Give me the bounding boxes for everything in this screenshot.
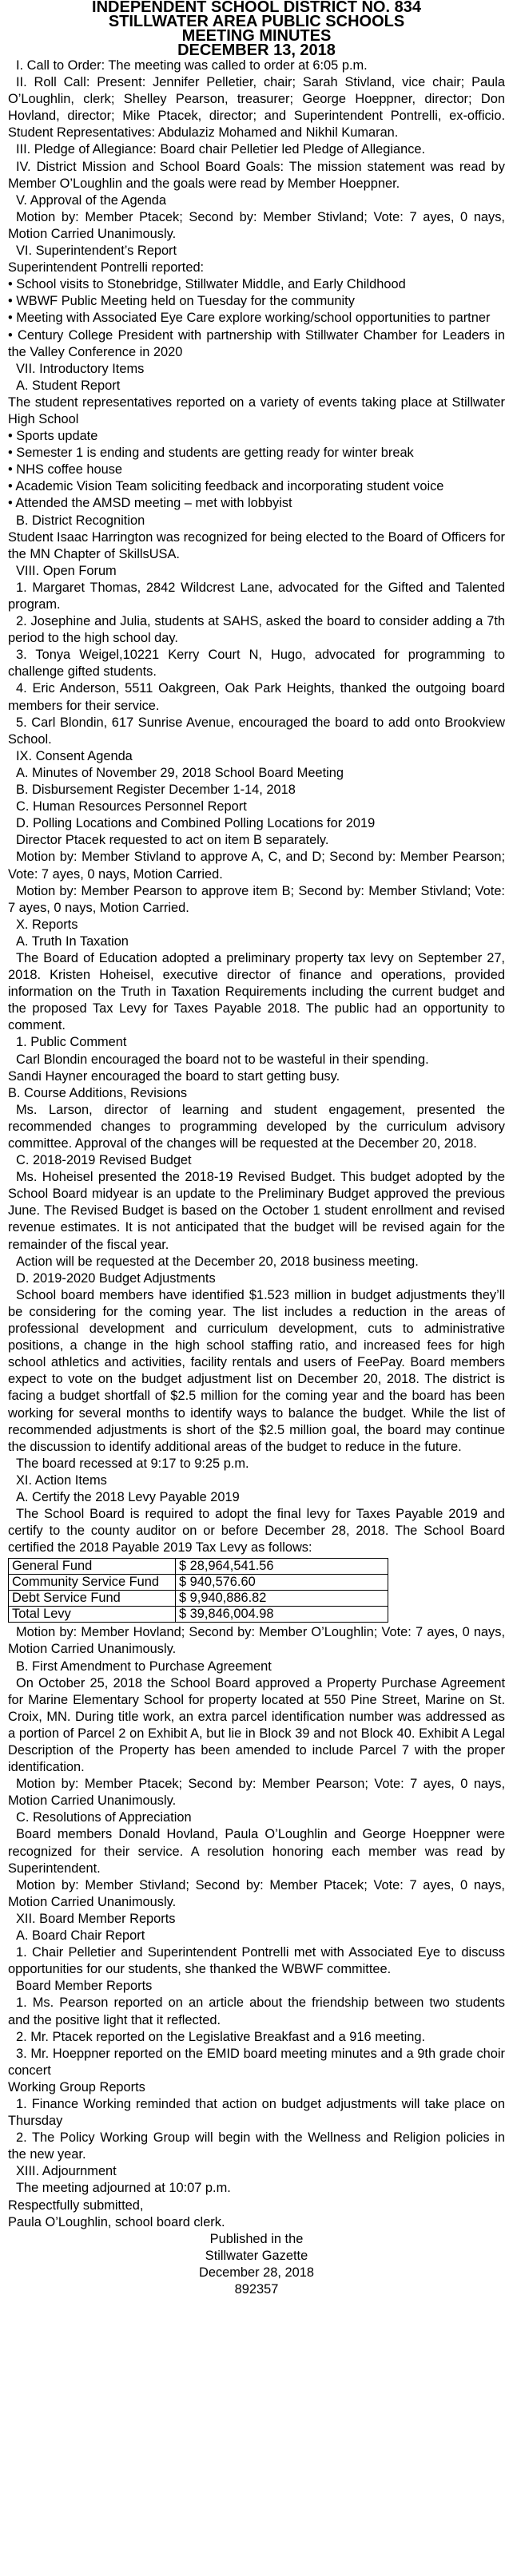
paragraph: A. Certify the 2018 Levy Payable 2019: [16, 1489, 240, 1504]
paragraph: 2. The Policy Working Group will begin with the Wellness and Religion policies in the new year.: [8, 2130, 505, 2162]
paragraph: Board Member Reports: [16, 1979, 153, 1994]
paragraph: D. 2019-2020 Budget Adjustments: [16, 1270, 216, 1286]
paragraph: On October 25, 2018 the School Board approved a Property Purchase Agreement for Marine Elementary School for property located at 550 Pine Street, Marine on St. Croix, MN. During title work, an extra parcel identification number was addressed as a portion of Parcel 2 on Exhibit A, but lie in Block 39 and not Block 40. Exhibit A Legal Description of the Property has been amended to include Parcel 7 with the proper identification.: [8, 1675, 505, 1775]
paragraph: 5. Carl Blondin, 617 Sunrise Avenue, encouraged the board to add onto Brookview School.: [8, 715, 505, 747]
levy-value: $ 39,846,004.98: [176, 1607, 388, 1623]
document-title: MEETING MINUTES: [181, 27, 332, 45]
paragraph: VI. Superintendent’s Report: [16, 244, 177, 259]
paragraph: Motion by: Member Ptacek; Second by: Member Stivland; Vote: 7 ayes, 0 nays, Motion Carried Unanimously.: [8, 209, 505, 241]
paragraph: Student Isaac Harrington was recognized for being elected to the Board of Officers for the MN Chapter of SkillsUSA.: [8, 529, 505, 561]
minutes-body-continued: [8, 1624, 505, 2230]
paragraph: 2. Josephine and Julia, students at SAHS, asked the board to consider adding a 7th period to the high school day.: [8, 614, 505, 646]
paragraph: Superintendent Pontrelli reported:: [8, 260, 205, 275]
footer-line: December 28, 2018: [199, 2265, 314, 2280]
levy-value: $ 940,576.60: [176, 1575, 388, 1591]
paragraph: Motion by: Member Ptacek; Second by: Member Pearson; Vote: 7 ayes, 0 nays, Motion Carried Unanimously.: [8, 1777, 505, 1809]
paragraph: Board members Donald Hovland, Paula O’Loughlin and George Hoeppner were recognized for their service. A resolution honoring each member was read by Superintendent.: [8, 1827, 505, 1876]
paragraph: D. Polling Locations and Combined Polling Locations for 2019: [16, 816, 376, 831]
paragraph: A. Board Chair Report: [16, 1928, 145, 1944]
paragraph: B. Disbursement Register December 1-14, 2018: [16, 783, 296, 798]
district-name: INDEPENDENT SCHOOL DISTRICT NO. 834: [92, 0, 421, 16]
signature-line: Paula O’Loughlin, school board clerk.: [8, 2214, 225, 2229]
notice-header: [8, 0, 505, 57]
footer-line: Stillwater Gazette: [205, 2248, 308, 2263]
paragraph: 4. Eric Anderson, 5511 Oakgreen, Oak Park Heights, thanked the outgoing board members for their service.: [8, 681, 505, 713]
paragraph: B. Course Additions, Revisions: [8, 1085, 188, 1100]
paragraph: The student representatives reported on a variety of events taking place at Stillwater High School: [8, 394, 505, 426]
paragraph: IV. District Mission and School Board Goals: The mission statement was read by Member O’Loughlin and the goals were read by Member Hoeppner.: [8, 159, 505, 191]
bullet-item: • NHS coffee house: [8, 462, 123, 478]
paragraph: C. Human Resources Personnel Report: [16, 799, 247, 814]
paragraph: Motion by: Member Hovland; Second by: Member O’Loughlin; Vote: 7 ayes, 0 nays, Motion Carried Unanimously.: [8, 1625, 505, 1657]
paragraph: XI. Action Items: [16, 1472, 107, 1488]
footer-line: Published in the: [209, 2231, 304, 2246]
paragraph: A. Truth In Taxation: [16, 933, 129, 949]
paragraph: 1. Finance Working reminded that action on budget adjustments will take place on Thursday: [8, 2096, 505, 2129]
paragraph: A. Student Report: [16, 378, 121, 393]
bullet-item: • School visits to Stonebridge, Stillwater Middle, and Early Childhood: [8, 277, 406, 292]
paragraph: 3. Mr. Hoeppner reported on the EMID board meeting minutes and a 9th grade choir concert: [8, 2046, 505, 2078]
paragraph: I. Call to Order: The meeting was called to order at 6:05 p.m.: [16, 58, 368, 73]
paragraph: XIII. Adjournment: [16, 2164, 117, 2179]
paragraph: Motion by: Member Stivland to approve A, C, and D; Second by: Member Pearson; Vote: 7 ayes, 0 nays, Motion Carried.: [8, 850, 505, 882]
paragraph: Motion by: Member Pearson to approve item B; Second by: Member Stivland; Vote: 7 ayes, 0 nays, Motion Carried.: [8, 883, 505, 915]
footer-line: 892357: [234, 2282, 279, 2297]
table-row: [9, 1607, 388, 1623]
paragraph: Action will be requested at the December 20, 2018 business meeting.: [16, 1254, 419, 1269]
paragraph: C. Resolutions of Appreciation: [16, 1810, 192, 1825]
district-subtitle: STILLWATER AREA PUBLIC SCHOOLS: [108, 13, 405, 30]
bullet-item: • WBWF Public Meeting held on Tuesday for the community: [8, 294, 355, 309]
paragraph: B. District Recognition: [16, 513, 145, 528]
levy-value: $ 9,940,886.82: [176, 1591, 388, 1607]
paragraph: Working Group Reports: [8, 2079, 145, 2094]
paragraph: VIII. Open Forum: [16, 563, 117, 578]
paragraph: 1. Public Comment: [16, 1035, 127, 1050]
paragraph: Carl Blondin encouraged the board not to be wasteful in their spending.: [16, 1052, 429, 1067]
paragraph: 3. Tonya Weigel,10221 Kerry Court N, Hugo, advocated for programming to challenge gifted students.: [8, 648, 505, 680]
paragraph: School board members have identified $1.523 million in budget adjustments they’ll be considering for the coming year. The list includes a reduction in the areas of professional development and curriculum development, cuts to administrative positions, a change in the high school staffing ratio, and increased fees for high school athletics and activities, facility rentals and users of FeePay. Board members expect to vote on the budget adjustment list on December 20, 2018. The district is facing a budget shortfall of $2.5 million for the coming year and the board has been working for several months to identify ways to balance the budget. While the list of recommended adjustments is short of the $2.5 million goal, the board may continue the discussion to identify additional areas of the budget to reduce in the future.: [8, 1287, 505, 1454]
paragraph: The Board of Education adopted a preliminary property tax levy on September 27, 2018. Kristen Hoheisel, executive director of finance and operations, provided information on the Truth in Taxation Requirements including the current budget and the proposed Tax Levy for Taxes Payable 2018. The public had an opportunity to comment.: [8, 950, 505, 1033]
paragraph: The meeting adjourned at 10:07 p.m.: [16, 2181, 231, 2196]
publication-footer: [8, 2231, 505, 2298]
paragraph: A. Minutes of November 29, 2018 School Board Meeting: [16, 765, 344, 780]
table-row: [9, 1559, 388, 1575]
paragraph: II. Roll Call: Present: Jennifer Pelletier, chair; Sarah Stivland, vice chair; Paula O’Loughlin, clerk; Shelley Pearson, treasurer; George Hoeppner, director; Don Hovland, director; Mike Ptacek, director; and Superintendent Pontrelli, ex-officio. Student Representatives: Abdulaziz Mohamed and Nikhil Kumaran.: [8, 75, 505, 141]
paragraph: IX. Consent Agenda: [16, 748, 133, 763]
paragraph: C. 2018-2019 Revised Budget: [16, 1153, 192, 1168]
levy-table: [8, 1558, 388, 1623]
paragraph: Director Ptacek requested to act on item B separately.: [16, 833, 329, 848]
paragraph: The School Board is required to adopt the final levy for Taxes Payable 2019 and certify to the county auditor on or before December 28, 2018. The School Board certified the 2018 Payable 2019 Tax Levy as follows:: [8, 1507, 505, 1556]
bullet-item: • Attended the AMSD meeting – met with lobbyist: [8, 496, 292, 511]
table-row: [9, 1591, 388, 1607]
levy-value: $ 28,964,541.56: [176, 1559, 388, 1575]
paragraph: 1. Chair Pelletier and Superintendent Pontrelli met with Associated Eye to discuss opportunities for our students, she thanked the WBWF committee.: [8, 1945, 505, 1977]
levy-label: Total Levy: [9, 1607, 176, 1623]
paragraph: VII. Introductory Items: [16, 361, 145, 376]
meeting-date: DECEMBER 13, 2018: [177, 42, 336, 59]
paragraph: Ms. Larson, director of learning and student engagement, presented the recommended changes to programming developed by the curriculum advisory committee. Approval of the changes will be requested at the December 20, 2018.: [8, 1102, 505, 1151]
paragraph: B. First Amendment to Purchase Agreement: [16, 1659, 272, 1674]
bullet-item: • Academic Vision Team soliciting feedback and incorporating student voice: [8, 479, 444, 494]
paragraph: Respectfully submitted,: [8, 2198, 144, 2213]
legal-notice: [8, 0, 505, 2298]
paragraph: 1. Ms. Pearson reported on an article about the friendship between two students and the positive light that it reflected.: [8, 1995, 505, 2027]
levy-label: Community Service Fund: [9, 1575, 176, 1591]
bullet-item: • Meeting with Associated Eye Care explore working/school opportunities to partner: [8, 311, 491, 326]
paragraph: 1. Margaret Thomas, 2842 Wildcrest Lane, advocated for the Gifted and Talented program.: [8, 580, 505, 612]
bullet-item: • Century College President with partnership with Stillwater Chamber for Leaders in the Valley Conference in 2020: [8, 327, 505, 359]
bullet-item: • Semester 1 is ending and students are getting ready for winter break: [8, 446, 414, 461]
paragraph: 2. Mr. Ptacek reported on the Legislative Breakfast and a 916 meeting.: [16, 2029, 426, 2044]
paragraph: Motion by: Member Stivland; Second by: Member Ptacek; Vote: 7 ayes, 0 nays, Motion Carried Unanimously.: [8, 1877, 505, 1909]
paragraph: III. Pledge of Allegiance: Board chair Pelletier led Pledge of Allegiance.: [16, 142, 426, 157]
bullet-item: • Sports update: [8, 429, 98, 444]
paragraph: XII. Board Member Reports: [16, 1911, 176, 1926]
levy-label: General Fund: [9, 1559, 176, 1575]
paragraph: V. Approval of the Agenda: [16, 192, 167, 208]
paragraph: The board recessed at 9:17 to 9:25 p.m.: [16, 1456, 249, 1471]
table-row: [9, 1575, 388, 1591]
minutes-body: [8, 57, 505, 1556]
levy-label: Debt Service Fund: [9, 1591, 176, 1607]
paragraph: Ms. Hoheisel presented the 2018-19 Revised Budget. This budget adopted by the School Board midyear is an update to the Preliminary Budget approved the previous June. The Revised Budget is based on the October 1 student enrollment and revised revenue estimates. It is not anticipated that the budget will be revised again for the remainder of the fiscal year.: [8, 1170, 505, 1252]
paragraph: Sandi Hayner encouraged the board to start getting busy.: [8, 1068, 340, 1084]
paragraph: X. Reports: [16, 917, 78, 932]
